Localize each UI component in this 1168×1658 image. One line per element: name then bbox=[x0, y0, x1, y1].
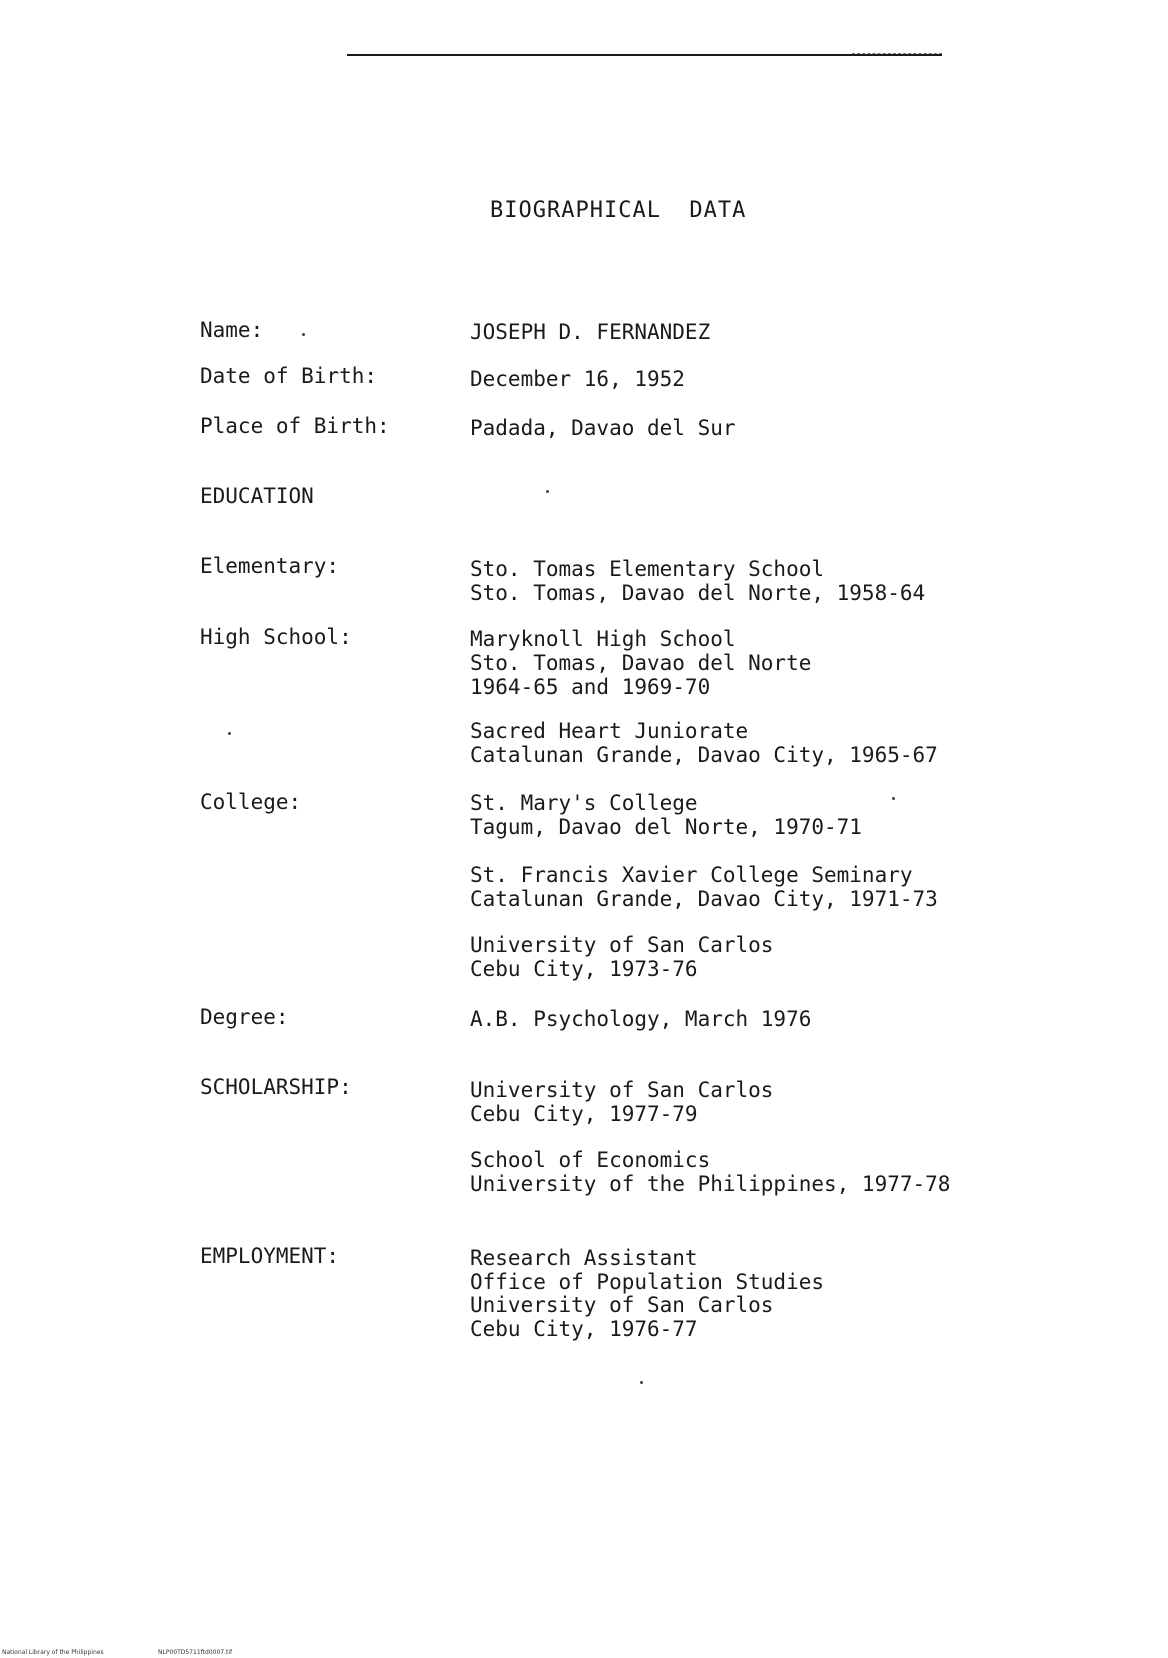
college-entry-3-line-1: University of San Carlos bbox=[470, 933, 774, 957]
scholarship-entry-2-line-2: University of the Philippines, 1977-78 bbox=[470, 1172, 951, 1196]
scan-speck bbox=[302, 333, 305, 336]
college-entry-1-line-1: St. Mary's College bbox=[470, 791, 698, 815]
elementary-label: Elementary: bbox=[200, 554, 340, 578]
pob-value: Padada, Davao del Sur bbox=[470, 416, 736, 440]
elementary-line-2: Sto. Tomas, Davao del Norte, 1958-64 bbox=[470, 581, 926, 605]
dob-label: Date of Birth: bbox=[200, 364, 378, 388]
top-rule bbox=[347, 54, 942, 56]
employment-line-3: University of San Carlos bbox=[470, 1293, 774, 1317]
footer-library: National Library of the Philippines bbox=[2, 1649, 104, 1656]
employment-line-4: Cebu City, 1976-77 bbox=[470, 1317, 698, 1341]
employment-label: EMPLOYMENT: bbox=[200, 1244, 340, 1268]
high-school-entry-1-line-2: Sto. Tomas, Davao del Norte bbox=[470, 651, 812, 675]
scholarship-entry-2-line-1: School of Economics bbox=[470, 1148, 711, 1172]
college-entry-1-line-2: Tagum, Davao del Norte, 1970-71 bbox=[470, 815, 862, 839]
scholarship-entry-1-line-1: University of San Carlos bbox=[470, 1078, 774, 1102]
elementary-line-1: Sto. Tomas Elementary School bbox=[470, 557, 825, 581]
name-label: Name: bbox=[200, 318, 264, 342]
high-school-label: High School: bbox=[200, 625, 352, 649]
education-heading: EDUCATION bbox=[200, 484, 314, 508]
page-title: BIOGRAPHICAL DATA bbox=[490, 198, 747, 223]
scan-speck bbox=[228, 732, 231, 735]
scan-speck bbox=[546, 490, 549, 493]
scan-speck bbox=[640, 1381, 643, 1384]
college-entry-2-line-1: St. Francis Xavier College Seminary bbox=[470, 863, 913, 887]
scan-speck bbox=[892, 797, 895, 800]
college-entry-2-line-2: Catalunan Grande, Davao City, 1971-73 bbox=[470, 887, 938, 911]
high-school-entry-1-line-1: Maryknoll High School bbox=[470, 627, 736, 651]
scholarship-label: SCHOLARSHIP: bbox=[200, 1075, 352, 1099]
high-school-entry-1-line-3: 1964-65 and 1969-70 bbox=[470, 675, 711, 699]
employment-line-1: Research Assistant bbox=[470, 1246, 698, 1270]
college-label: College: bbox=[200, 790, 302, 814]
high-school-entry-2-line-1: Sacred Heart Juniorate bbox=[470, 719, 749, 743]
employment-line-2: Office of Population Studies bbox=[470, 1270, 825, 1294]
name-value: JOSEPH D. FERNANDEZ bbox=[470, 320, 711, 344]
high-school-entry-2-line-2: Catalunan Grande, Davao City, 1965-67 bbox=[470, 743, 938, 767]
degree-value: A.B. Psychology, March 1976 bbox=[470, 1007, 812, 1031]
college-entry-3-line-2: Cebu City, 1973-76 bbox=[470, 957, 698, 981]
dob-value: December 16, 1952 bbox=[470, 367, 685, 391]
pob-label: Place of Birth: bbox=[200, 414, 390, 438]
top-rule-tail bbox=[852, 53, 942, 54]
scholarship-entry-1-line-2: Cebu City, 1977-79 bbox=[470, 1102, 698, 1126]
footer-file: NLP00TD5711ftd0007.tif bbox=[158, 1649, 233, 1656]
degree-label: Degree: bbox=[200, 1005, 289, 1029]
